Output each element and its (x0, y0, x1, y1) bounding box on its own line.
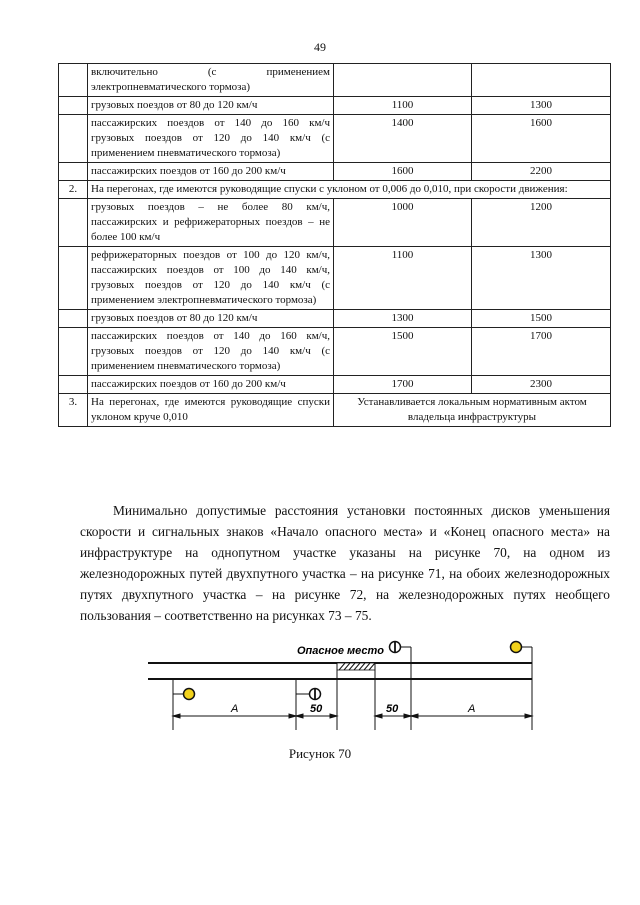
distance-value-2: 2300 (472, 376, 611, 394)
distance-value-1: 1000 (334, 199, 472, 247)
distance-value-1: 1300 (334, 310, 472, 328)
table-row (59, 163, 611, 181)
distance-value-2: 1600 (472, 115, 611, 163)
danger-sign-top-icon (390, 642, 412, 664)
table-row (59, 328, 611, 376)
table-row (59, 310, 611, 328)
table-row (59, 394, 611, 427)
distance-value-1: 1600 (334, 163, 472, 181)
speed-disc-left-icon (173, 679, 195, 730)
description-cell: На перегонах, где имеются руководящие спуски уклоном круче 0,010 (88, 394, 334, 427)
table-row (59, 115, 611, 163)
distance-value-1 (334, 64, 472, 97)
distance-value-1: 1100 (334, 97, 472, 115)
row-number (59, 310, 88, 328)
row-number (59, 97, 88, 115)
row-number: 2. (59, 181, 88, 199)
row-number (59, 163, 88, 181)
description-cell: пассажирских поездов от 140 до 160 км/ч, грузовых поездов от 120 до 140 км/ч (с применением пневматического тормоза) (88, 328, 334, 376)
figure-70 (140, 630, 540, 740)
distance-value-1: 1400 (334, 115, 472, 163)
distance-value-2: 1200 (472, 199, 611, 247)
danger-place-label: Опасное место (297, 645, 384, 657)
row-number (59, 247, 88, 310)
dimension-lines (173, 663, 532, 730)
distance-value-1: 1100 (334, 247, 472, 310)
row-number (59, 64, 88, 97)
norms-table-body (59, 64, 611, 427)
description-cell: грузовых поездов – не более 80 км/ч, пассажирских и рефрижераторных поездов – не более 100 км/ч (88, 199, 334, 247)
description-cell: грузовых поездов от 80 до 120 км/ч (88, 97, 334, 115)
description-cell: включительно (с применением электропневматического тормоза) (88, 64, 334, 97)
row-number (59, 199, 88, 247)
row-number (59, 376, 88, 394)
table-row (59, 97, 611, 115)
table-row (59, 247, 611, 310)
figure-70-diagram (140, 630, 540, 740)
dimension-50-left: 50 (310, 703, 323, 715)
distance-value-2: 1700 (472, 328, 611, 376)
description-cell: рефрижераторных поездов от 100 до 120 км/ч, пассажирских поездов от 100 до 140 км/ч, грузовых поездов от 120 до 140 км/ч (с применением электропневматического тормоза) (88, 247, 334, 310)
row-number (59, 115, 88, 163)
table-row (59, 181, 611, 199)
danger-zone-hatch (337, 663, 375, 670)
description-cell: пассажирских поездов от 160 до 200 км/ч (88, 163, 334, 181)
merged-value-cell: Устанавливается локальным нормативным актом владельца инфраструктуры (334, 394, 611, 427)
dimension-a-left: А (231, 703, 239, 715)
distance-value-2: 2200 (472, 163, 611, 181)
distance-value-1: 1700 (334, 376, 472, 394)
distance-value-2: 1300 (472, 247, 611, 310)
description-cell: пассажирских поездов от 160 до 200 км/ч (88, 376, 334, 394)
description-cell: грузовых поездов от 80 до 120 км/ч (88, 310, 334, 328)
row-number (59, 328, 88, 376)
table-row (59, 376, 611, 394)
table-row (59, 64, 611, 97)
figure-caption: Рисунок 70 (288, 746, 352, 761)
norms-table (58, 63, 611, 427)
description-cell: пассажирских поездов от 140 до 160 км/ч грузовых поездов от 120 до 140 км/ч (с применением пневматического тормоза) (88, 115, 334, 163)
distance-value-2: 1500 (472, 310, 611, 328)
dimension-50-right: 50 (386, 703, 399, 715)
table-row (59, 199, 611, 247)
body-paragraph: Минимально допустимые расстояния установки постоянных дисков уменьшения скорости и сигнальных знаков «Начало опасного места» и «Конец опасного места» на инфраструктуре на однопутном участке указаны на рисунке 70, на одном из железнодорожных путей двухпутного участка – на рисунке 71, на обоих железнодорожных путях двухпутного участка – на рисунке 72, на железнодорожных путях необщего пользования – соответственно на рисунках 73 – 75. (80, 503, 610, 623)
row-number: 3. (59, 394, 88, 427)
distance-value-2: 1300 (472, 97, 611, 115)
dimension-a-right: А (468, 703, 476, 715)
distance-value-2 (472, 64, 611, 97)
distance-value-1: 1500 (334, 328, 472, 376)
section-heading-cell: На перегонах, где имеются руководящие спуски с уклоном от 0,006 до 0,010, при скорости движения: (88, 181, 611, 199)
page-number: 49 (314, 40, 326, 54)
